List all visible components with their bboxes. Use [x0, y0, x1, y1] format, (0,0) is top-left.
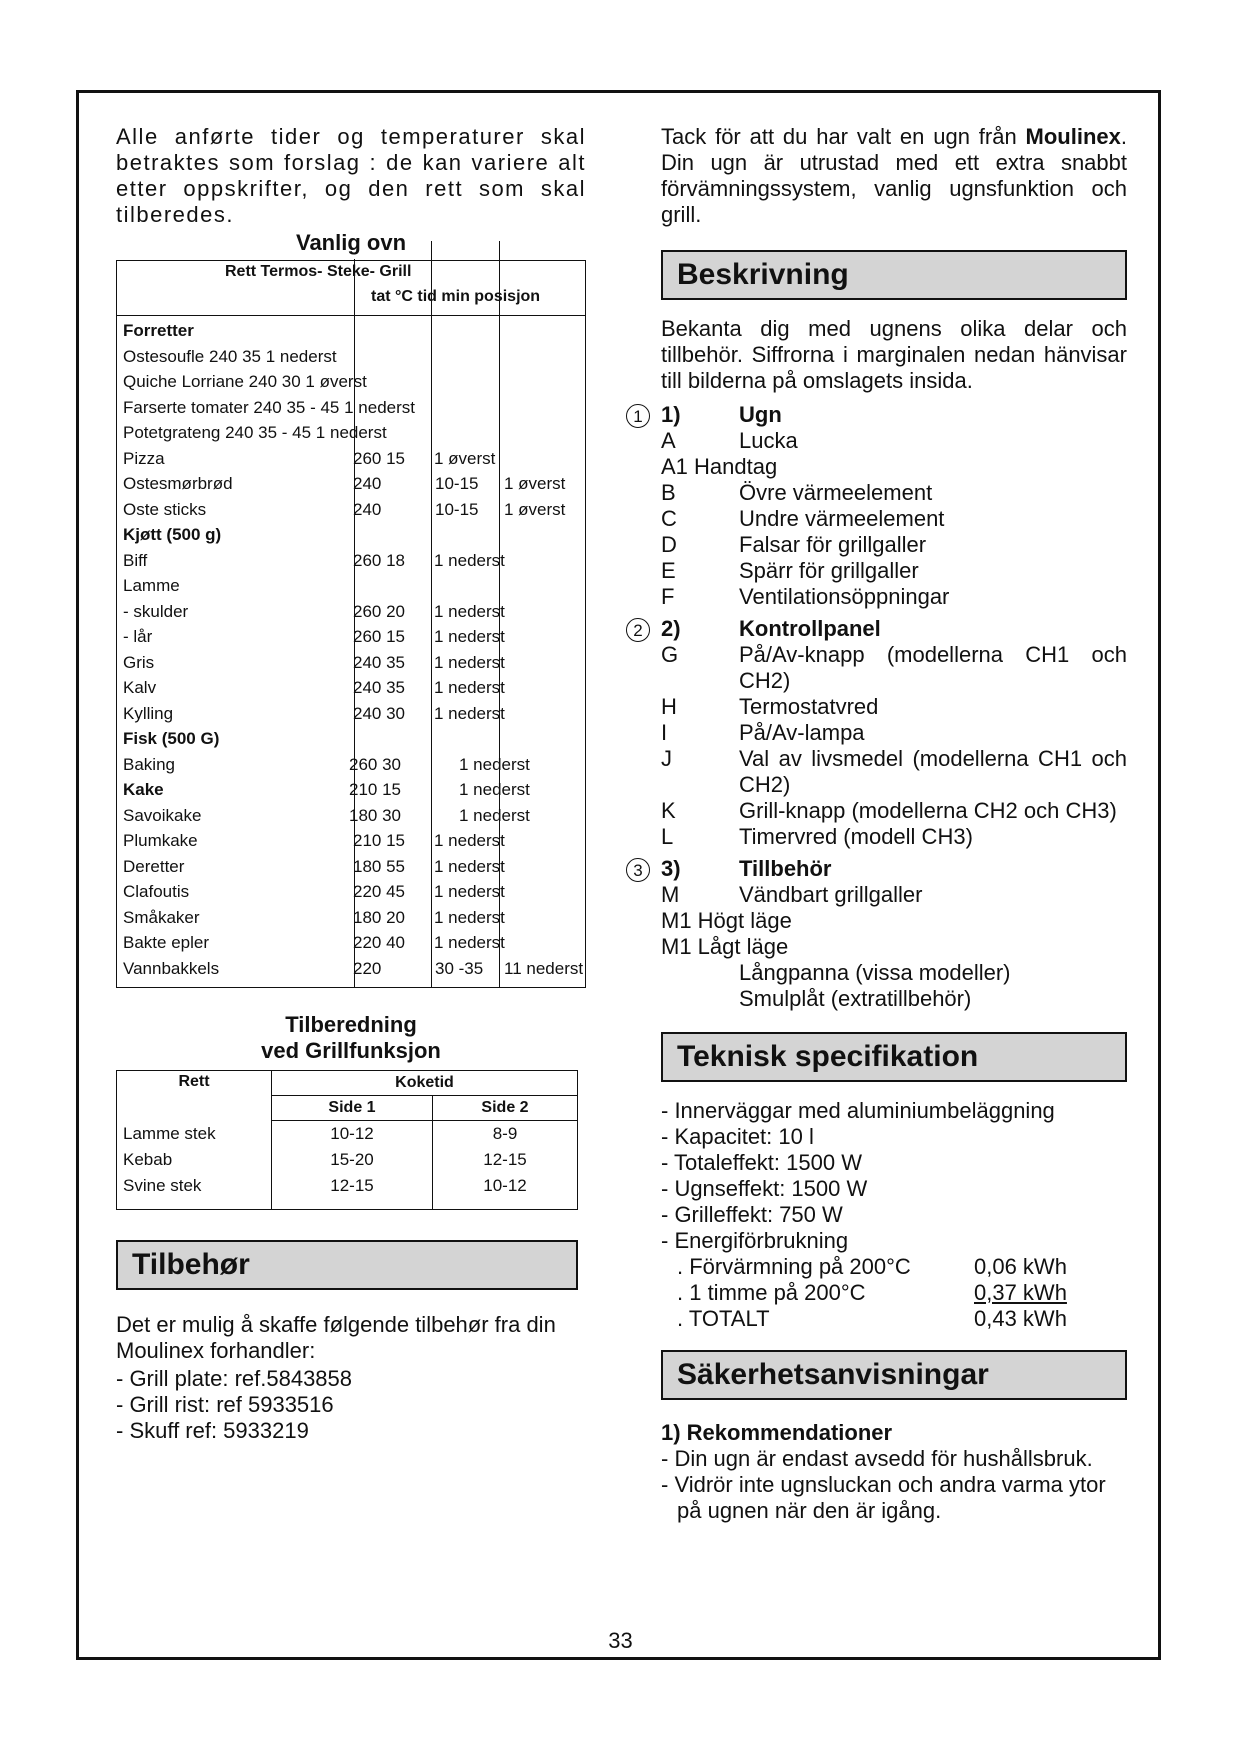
desc-item-key: L [661, 824, 674, 849]
desc-item-label: Val av livsmedel (modellerna CH1 och CH2) [739, 746, 1127, 797]
tech-list [661, 1098, 1127, 1254]
desc-item [661, 506, 1127, 532]
desc-item-key: E [661, 558, 676, 583]
desc-item [661, 720, 1127, 746]
energy-value: 0,06 kWh [974, 1254, 1067, 1279]
energy-row [661, 1306, 1127, 1332]
oven-row-name: Ostesmørbrød [123, 474, 233, 493]
desc-item [661, 798, 1127, 824]
oven-row [117, 548, 585, 574]
oven-row-position: 11 nederst [504, 958, 584, 978]
oven-row-temp: 240 30 [353, 703, 405, 723]
desc-item-label: Lucka [739, 428, 798, 453]
intro-text-1: Tack för att du har valt en ugn från [661, 124, 1026, 149]
desc-item-key: I [661, 720, 668, 745]
oven-row-temp: 240 35 [353, 678, 405, 697]
safety-heading: Säkerhetsanvisningar [661, 1350, 1127, 1400]
energy-label: . 1 timme på 200°C [677, 1280, 866, 1305]
oven-row [117, 701, 585, 727]
oven-row-name: Kjøtt (500 g) [123, 525, 222, 544]
energy-list [661, 1254, 1127, 1332]
oven-row-name: Fisk (500 G) [123, 729, 220, 748]
oven-row-temp: 240 [353, 474, 382, 493]
group-number: 1) [661, 402, 681, 427]
left-column [116, 124, 586, 1444]
group-title: Ugn [739, 402, 782, 427]
desc-item-label: Falsar för grillgaller [739, 532, 927, 557]
oven-row [117, 854, 585, 880]
safety-list [661, 1446, 1127, 1524]
left-intro: Alle anførte tider og temperaturer skal betraktes som forslag : de kan variere alt etter oppskrifter, og den rett som skal tilberedes. [116, 124, 586, 227]
desc-item-key: J [661, 746, 672, 771]
accessory-item: - Grill rist: ref 5933516 [116, 1392, 334, 1417]
grill-table [116, 1070, 578, 1210]
desc-item-key: D [661, 532, 677, 557]
accessory-item: - Skuff ref: 5933219 [116, 1418, 309, 1443]
oven-row [117, 828, 585, 854]
desc-item [661, 532, 1127, 558]
energy-value: 0,37 kWh [974, 1280, 1067, 1305]
oven-row-temp: 240 [353, 499, 382, 519]
oven-row-position: 1 øverst [504, 499, 566, 519]
figure-marker-icon: 3 [626, 858, 650, 882]
oven-row-name: Plumkake [123, 831, 198, 850]
desc-item-label: Långpanna (vissa modeller) [739, 960, 1011, 985]
safety-subheading: 1) Rekommendationer [661, 1420, 893, 1445]
tech-item: - Innerväggar med aluminiumbeläggning [661, 1098, 1055, 1123]
oven-row [117, 446, 585, 472]
grill-title [116, 1012, 586, 1064]
desc-item-label: Grill-knapp (modellerna CH2 och CH3) [739, 798, 1117, 823]
desc-group-heading [633, 616, 1127, 642]
oven-row-position: 1 nederst [434, 678, 505, 697]
oven-row-temp: 220 40 [353, 933, 405, 952]
desc-item-key: M1 Högt läge [661, 908, 792, 933]
desc-item [661, 480, 1127, 506]
grill-row-side1: 15-20 [272, 1147, 433, 1173]
grill-title-line1: Tilberedning [285, 1012, 417, 1037]
oven-row-name: Lamme [123, 576, 180, 595]
grill-col-side1: Side 1 [272, 1096, 433, 1121]
tech-item: - Energiförbrukning [661, 1228, 849, 1253]
safety-item: - Din ugn är endast avsedd för hushållsbruk. [661, 1446, 1093, 1471]
group-title: Tillbehör [739, 856, 832, 881]
oven-row-temp: 220 45 [353, 882, 405, 901]
desc-item [661, 986, 1127, 1012]
grill-row-name: Svine stek [123, 1176, 202, 1195]
figure-marker-icon: 2 [626, 618, 650, 642]
oven-row-temp: 180 30 [349, 805, 401, 825]
oven-row-time: 10-15 [435, 499, 479, 519]
oven-row-temp: 210 15 [349, 780, 401, 799]
grill-col-rett: Rett [178, 1073, 210, 1090]
desc-item [661, 428, 1127, 454]
group-number: 2) [661, 616, 681, 641]
energy-value: 0,43 kWh [974, 1306, 1067, 1331]
oven-row-position: 1 øverst [434, 448, 496, 468]
desc-item-key: H [661, 694, 677, 719]
oven-row-time: 10-15 [435, 474, 479, 493]
energy-label: . Förvärmning på 200°C [677, 1254, 911, 1279]
oven-title: Vanlig ovn [295, 230, 407, 255]
grill-row [117, 1147, 578, 1173]
oven-row-name: Pizza [123, 448, 165, 468]
grill-table-body [117, 1121, 578, 1210]
page-number: 33 [608, 1628, 633, 1653]
oven-row-position: 1 nederst [434, 652, 505, 672]
desc-item-key: A1 Handtag [661, 454, 778, 479]
grill-row-side2: 12-15 [433, 1147, 578, 1173]
desc-item [661, 694, 1127, 720]
oven-row-name: - lår [123, 627, 153, 646]
oven-row-temp: 240 35 [353, 652, 405, 672]
grill-row-side1: 12-15 [272, 1173, 433, 1210]
grill-row-name: Lamme stek [123, 1123, 216, 1143]
desc-item [661, 454, 1127, 480]
desc-item [661, 824, 1127, 850]
oven-row [117, 318, 585, 344]
desc-item-key: M1 Lågt läge [661, 934, 789, 959]
oven-row [117, 395, 585, 421]
desc-item-label: På/Av-lampa [739, 720, 865, 745]
desc-item-label: Övre värmeelement [739, 480, 933, 505]
oven-row-temp: 260 15 [353, 627, 405, 646]
oven-row [117, 471, 585, 497]
oven-row [117, 624, 585, 650]
safety-item: - Vidrör inte ugnsluckan och andra varma ytor på ugnen när den är igång. [661, 1472, 1106, 1523]
oven-row-name: Bakte epler [123, 933, 209, 952]
intro-text-2: . Din ugn är utrustad med ett extra snabbt förvämningssystem, vanlig ugnsfunktion och grill. [661, 124, 1127, 227]
oven-row-name: Kylling [123, 703, 174, 723]
oven-row [117, 599, 585, 625]
oven-row-name: Kake [123, 780, 164, 799]
desc-item-label: Undre värmeelement [739, 506, 945, 531]
tech-item: - Ugnseffekt: 1500 W [661, 1176, 868, 1201]
grill-col-koketid: Koketid [272, 1071, 578, 1096]
desc-group-heading [633, 856, 1127, 882]
accessories-heading: Tilbehør [116, 1240, 578, 1290]
oven-row-position: 1 øverst [504, 474, 566, 493]
oven-row [117, 675, 585, 701]
oven-row-position: 1 nederst [434, 627, 505, 646]
oven-row [117, 905, 585, 931]
oven-row-position: 1 nederst [434, 882, 505, 901]
grill-row-side1: 10-12 [272, 1121, 433, 1148]
oven-row-name: Potetgrateng 240 35 - 45 1 nederst [123, 423, 387, 442]
desc-item-label: På/Av-knapp (modellerna CH1 och CH2) [739, 642, 1127, 693]
desc-item-label: Timervred (modell CH3) [739, 824, 973, 849]
desc-item-key: K [661, 798, 676, 823]
oven-row-name: Baking [123, 754, 175, 774]
oven-row-temp: 260 30 [349, 754, 401, 774]
oven-row-name: Savoikake [123, 805, 202, 825]
grill-col-side2: Side 2 [433, 1096, 578, 1121]
grill-row-side2: 8-9 [433, 1121, 578, 1148]
oven-row-temp: 180 55 [353, 856, 405, 876]
tech-item: - Kapacitet: 10 l [661, 1124, 814, 1149]
oven-row [117, 726, 585, 752]
oven-row-position: 1 nederst [434, 907, 505, 927]
tech-item: - Grilleffekt: 750 W [661, 1202, 843, 1227]
desc-item-key: C [661, 506, 677, 531]
energy-row [661, 1254, 1127, 1280]
desc-item-label: Ventilationsöppningar [739, 584, 950, 609]
oven-row-time: 30 -35 [435, 958, 484, 978]
intro-brand: Moulinex [1025, 124, 1121, 149]
grill-row [117, 1173, 578, 1210]
accessories-list [116, 1366, 586, 1444]
grill-row-side2: 10-12 [433, 1173, 578, 1210]
oven-header-line1: Rett Termos- Steke- Grill [225, 263, 412, 280]
oven-header-line2: tat °C tid min posisjon [371, 288, 541, 305]
oven-row-name: Clafoutis [123, 882, 190, 901]
oven-row [117, 497, 585, 523]
oven-row-name: Kalv [123, 678, 157, 697]
desc-item-key: A [661, 428, 676, 453]
oven-row-name: Oste sticks [123, 499, 207, 519]
oven-row [117, 522, 585, 548]
figure-marker-icon: 1 [626, 404, 650, 428]
oven-row-position: 1 nederst [434, 703, 505, 723]
oven-table-body [117, 316, 585, 987]
oven-row-position: 1 nederst [459, 754, 530, 774]
oven-row-temp: 260 18 [353, 550, 405, 570]
oven-row-name: Quiche Lorriane 240 30 1 øverst [123, 372, 367, 391]
desc-groups [633, 402, 1127, 1012]
desc-item-label: Termostatvred [739, 694, 879, 719]
desc-item-key: B [661, 480, 676, 505]
oven-row [117, 752, 585, 778]
desc-item-key: M [661, 882, 680, 907]
oven-row-position: 1 nederst [434, 601, 505, 621]
oven-row-position: 1 nederst [434, 933, 505, 952]
oven-row-position: 1 nederst [459, 780, 530, 799]
tech-item: - Totaleffekt: 1500 W [661, 1150, 862, 1175]
grill-title-line2: ved Grillfunksjon [261, 1038, 441, 1063]
desc-item [661, 584, 1127, 610]
oven-row [117, 956, 585, 982]
accessories-text: Det er mulig å skaffe følgende tilbehør fra din Moulinex forhandler: [116, 1312, 556, 1363]
desc-item [661, 558, 1127, 584]
oven-row-name: Vannbakkels [123, 958, 220, 978]
desc-heading: Beskrivning [661, 250, 1127, 300]
oven-row [117, 369, 585, 395]
grill-row-name: Kebab [123, 1150, 173, 1169]
oven-row-name: Farserte tomater 240 35 - 45 1 nederst [123, 397, 415, 417]
group-title: Kontrollpanel [739, 616, 881, 641]
accessory-item: - Grill plate: ref.5843858 [116, 1366, 353, 1391]
oven-row-name: Deretter [123, 856, 185, 876]
desc-item [661, 642, 1127, 694]
oven-row [117, 879, 585, 905]
oven-row [117, 650, 585, 676]
tech-heading: Teknisk specifikation [661, 1032, 1127, 1082]
desc-item [661, 934, 1127, 960]
desc-group-heading [633, 402, 1127, 428]
oven-row [117, 573, 585, 599]
oven-row-name: Småkaker [123, 907, 200, 927]
desc-item-label: Smulplåt (extratillbehör) [739, 986, 972, 1011]
oven-row-position: 1 nederst [459, 805, 530, 825]
group-number: 3) [661, 856, 681, 881]
right-column [633, 124, 1127, 1524]
oven-row [117, 420, 585, 446]
oven-row-temp: 220 [353, 958, 382, 978]
desc-item [661, 908, 1127, 934]
oven-row-temp: 210 15 [353, 831, 405, 850]
desc-item [661, 960, 1127, 986]
oven-row-name: Biff [123, 550, 148, 570]
oven-table [116, 260, 586, 988]
desc-item [661, 746, 1127, 798]
oven-row [117, 344, 585, 370]
oven-row-temp: 260 15 [353, 448, 405, 468]
oven-row-name: Gris [123, 652, 155, 672]
oven-row-name: Ostesoufle 240 35 1 nederst [123, 346, 337, 366]
right-intro [661, 124, 1127, 228]
desc-item-key: F [661, 584, 675, 609]
oven-row [117, 803, 585, 829]
oven-row-position: 1 nederst [434, 550, 505, 570]
desc-item-label: Spärr för grillgaller [739, 558, 919, 583]
oven-row-name: Forretter [123, 321, 194, 340]
oven-row-position: 1 nederst [434, 831, 505, 850]
oven-row-position: 1 nederst [434, 856, 505, 876]
grill-row [117, 1121, 578, 1148]
desc-item [661, 882, 1127, 908]
oven-table-header [117, 261, 585, 316]
desc-item-key: G [661, 642, 679, 667]
energy-label: . TOTALT [677, 1306, 770, 1331]
oven-row-temp: 260 20 [353, 601, 405, 621]
oven-row [117, 777, 585, 803]
oven-row [117, 930, 585, 956]
oven-row-temp: 180 20 [353, 907, 405, 927]
oven-row-name: - skulder [123, 601, 189, 621]
desc-item-label: Vändbart grillgaller [739, 882, 923, 907]
energy-row [661, 1280, 1127, 1306]
desc-text: Bekanta dig med ugnens olika delar och tillbehör. Siffrorna i marginalen nedan hänvisar till bilderna på omslagets insida. [661, 316, 1127, 393]
